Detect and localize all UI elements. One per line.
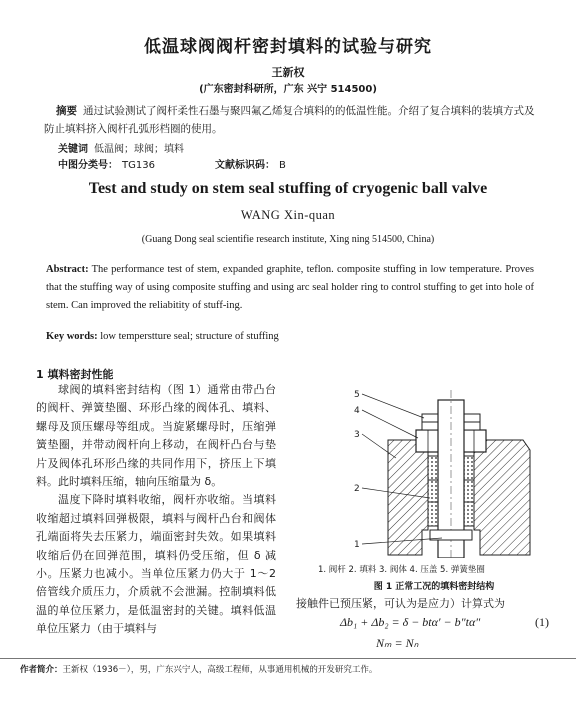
footnote-label: 作者简介： bbox=[20, 665, 63, 675]
en-title: Test and study on stem seal stuffing of cryogenic ball valve bbox=[88, 180, 488, 197]
en-abstract bbox=[46, 261, 534, 315]
equation-1-number: (1) bbox=[535, 615, 549, 629]
packing-seal-figure bbox=[318, 380, 550, 558]
en-keywords-label: Key words: bbox=[46, 331, 98, 342]
figure-number-label: 3 bbox=[354, 430, 360, 440]
en-keywords-text: low temperstture seal; structure of stuffing bbox=[97, 331, 279, 342]
section-body bbox=[36, 381, 276, 639]
equation-2: Nₘ = Nₙ bbox=[376, 636, 419, 650]
cn-keywords bbox=[58, 140, 184, 155]
figure-number-label: 4 bbox=[354, 406, 360, 416]
en-abstract-text: The performance test of stem, expanded graphite, teflon. composite stuffing in low temperature. Proves that the stuffing way of using composite stuffing and using arc seal holder ring to control stuffing to get into hole of stem. Can improved the reliabitity of stuff-ing. bbox=[46, 264, 534, 311]
author-footnote bbox=[20, 663, 377, 675]
clc-label: 中图分类号： bbox=[58, 160, 118, 171]
footnote-divider bbox=[0, 658, 576, 659]
figure-number-label: 5 bbox=[354, 390, 360, 400]
figure-number-label: 1 bbox=[354, 540, 360, 550]
cn-title: 低温球阀阀杆密封填料的试验与研究 bbox=[144, 37, 432, 57]
cn-keywords-text: 低温阀；球阀；填料 bbox=[94, 144, 184, 155]
section-heading: 1 填料密封性能 bbox=[36, 368, 114, 381]
cn-abstract-text: 通过试验测试了阀杆柔性石墨与聚四氟乙烯复合填料的的低温性能。介绍了复合填料的装填方式及防止填料挤入阀杆孔弧形档圈的使用。 bbox=[44, 105, 535, 135]
en-abstract-label: Abstract: bbox=[46, 264, 89, 275]
footnote-text: 王新权（1936－），男，广东兴宁人，高级工程师，从事通用机械的开发研究工作。 bbox=[62, 665, 378, 675]
body-paragraph: 温度下降时填料收缩，阀杆亦收缩。当填料收缩超过填料回弹极限，填料与阀杆凸台和阀体孔端面将失去压紧力，端面密封失效。如果填料收缩后仍在回弹范围，填料仍受压缩，但 δ 减小。压紧力也减小。当单位压紧力仍大于 1～2 倍管线介质压力，介质就不会泄漏。控制填料低温的单位压紧力，是低温密封的关键。填料低温单位压紧力（由于填料与 bbox=[36, 493, 276, 636]
en-author: WANG Xin-quan bbox=[240, 208, 336, 222]
doc-code-value: B bbox=[278, 160, 286, 171]
cn-author: 王新权 bbox=[271, 66, 305, 79]
doc-code-label: 文献标识码： bbox=[214, 160, 275, 171]
cn-classification bbox=[58, 156, 286, 171]
figure-number-label: 2 bbox=[354, 484, 360, 494]
figure-caption: 图 1 正常工况的填料密封结构 bbox=[373, 582, 495, 592]
body-paragraph: 球阀的填料密封结构（图 1）通常由带凸台的阀杆、弹簧垫圈、环形凸缘的阀体孔、填料、螺母及顶压螺母等组成。当旋紧螺母时，压缩弹簧垫圈，并带动阀杆向上移动，在阀杆凸台与垫片及阀体孔环形凸缘的共同作用下，挤压上下填料。此时填料压缩，轴向压缩量为 δ。 bbox=[36, 383, 276, 489]
cn-abstract bbox=[44, 102, 544, 138]
cn-abstract-label: 摘要 bbox=[56, 105, 77, 117]
figure-legend: 1. 阀杆 2. 填料 3. 阀体 4. 压盖 5. 弹簧垫圈 bbox=[318, 565, 485, 575]
clc-value: TG136 bbox=[122, 160, 155, 171]
en-affiliation: (Guang Dong seal scientifie research institute, Xing ning 514500, China) bbox=[141, 234, 435, 245]
equation-1: Δb₁ + Δb₂ = δ − btα′ − b″tα″ bbox=[340, 615, 481, 629]
cn-keywords-label: 关键词 bbox=[58, 144, 88, 155]
cn-affiliation: (广东密封科研所，广东 兴宁 514500) bbox=[199, 84, 377, 95]
en-keywords bbox=[46, 331, 279, 342]
right-column-text: 接触件已预压紧，可认为是应力）计算式为 bbox=[296, 597, 505, 610]
